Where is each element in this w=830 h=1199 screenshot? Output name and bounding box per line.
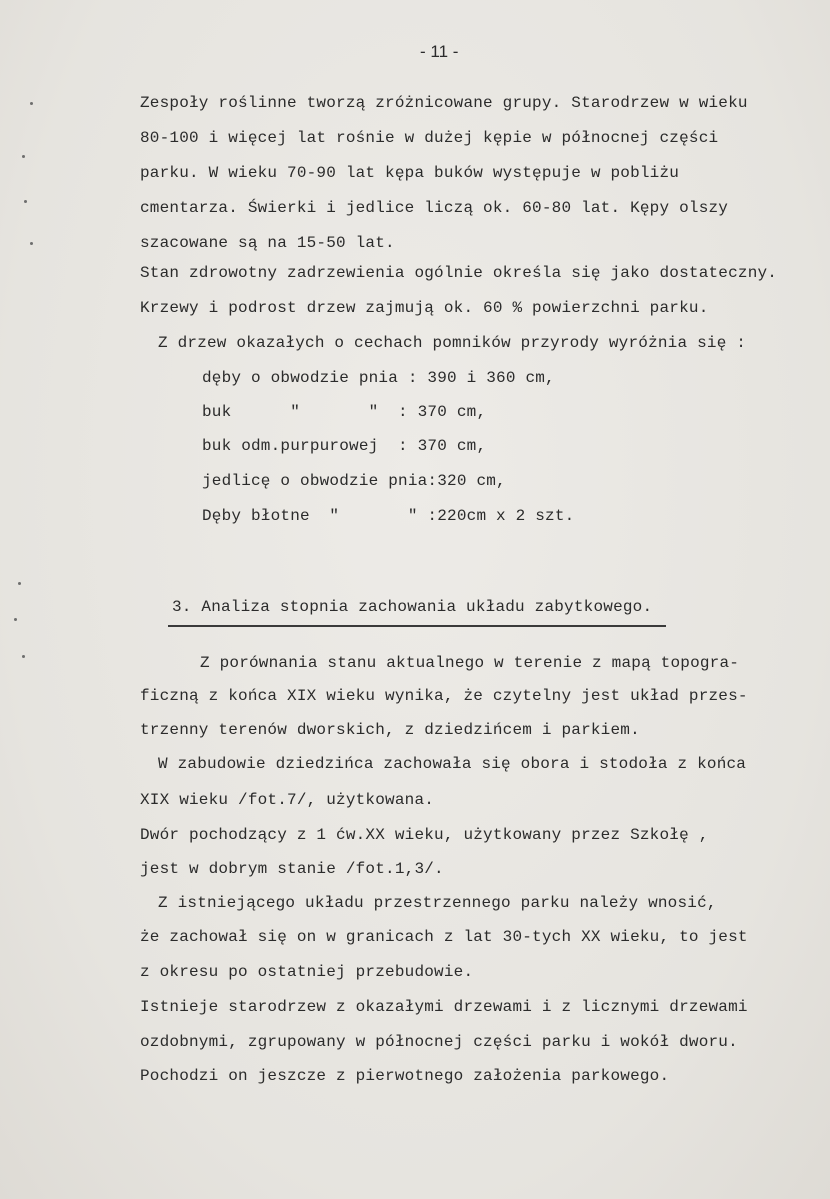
section-line: Dwór pochodzący z 1 ćw.XX wieku, użytkowany przez Szkołę , — [140, 826, 709, 844]
section-heading: 3. Analiza stopnia zachowania układu zabytkowego. — [172, 598, 653, 616]
scan-speck — [30, 242, 33, 245]
section-line: ozdobnymi, zgrupowany w północnej części parku i wokół dworu. — [140, 1033, 738, 1051]
section-line: Z istniejącego układu przestrzennego parku należy wnosić, — [158, 894, 717, 912]
scan-speck — [22, 155, 25, 158]
tree-list-item: dęby o obwodzie pnia : 390 i 360 cm, — [202, 369, 555, 387]
section-line: Pochodzi on jeszcze z pierwotnego założenia parkowego. — [140, 1067, 670, 1085]
section-line: jest w dobrym stanie /fot.1,3/. — [140, 860, 444, 878]
section-line: Istnieje starodrzew z okazałymi drzewami i z licznymi drzewami — [140, 998, 748, 1016]
body-line: Z drzew okazałych o cechach pomników przyrody wyróżnia się : — [158, 334, 747, 352]
section-line: że zachował się on w granicach z lat 30-tych XX wieku, to jest — [140, 928, 748, 946]
section-line: Z porównania stanu aktualnego w terenie z mapą topogra- — [200, 654, 740, 672]
scan-speck — [30, 102, 33, 105]
scan-speck — [22, 655, 25, 658]
body-line: Stan zdrowotny zadrzewienia ogólnie określa się jako dostateczny. — [140, 264, 778, 282]
page-number: - 11 - — [420, 42, 459, 61]
body-line: parku. W wieku 70-90 lat kępa buków występuje w pobliżu — [140, 164, 680, 182]
scan-speck — [24, 200, 27, 203]
body-line: szacowane są na 15-50 lat. — [140, 234, 395, 252]
section-line: ficzną z końca XIX wieku wynika, że czytelny jest układ przes- — [140, 687, 748, 705]
section-line: XIX wieku /fot.7/, użytkowana. — [140, 791, 435, 809]
scan-speck — [18, 582, 21, 585]
body-line: Zespoły roślinne tworzą zróżnicowane grupy. Starodrzew w wieku — [140, 94, 748, 112]
section-line: W zabudowie dziedzińca zachowała się obora i stodoła z końca — [158, 755, 747, 773]
scan-speck — [14, 618, 17, 621]
heading-underline — [168, 625, 666, 627]
body-line: 80-100 i więcej lat rośnie w dużej kępie w północnej części — [140, 129, 719, 147]
tree-list-item: Dęby błotne " " :220cm x 2 szt. — [202, 507, 575, 525]
tree-list-item: buk odm.purpurowej : 370 cm, — [202, 437, 487, 455]
body-line: cmentarza. Świerki i jedlice liczą ok. 60-80 lat. Kępy olszy — [140, 199, 729, 217]
tree-list-item: buk " " : 370 cm, — [202, 403, 487, 421]
tree-list-item: jedlicę o obwodzie pnia:320 cm, — [202, 472, 506, 490]
body-line: Krzewy i podrost drzew zajmują ok. 60 % powierzchni parku. — [140, 299, 709, 317]
section-line: trzenny terenów dworskich, z dziedzińcem i parkiem. — [140, 721, 640, 739]
section-line: z okresu po ostatniej przebudowie. — [140, 963, 474, 981]
